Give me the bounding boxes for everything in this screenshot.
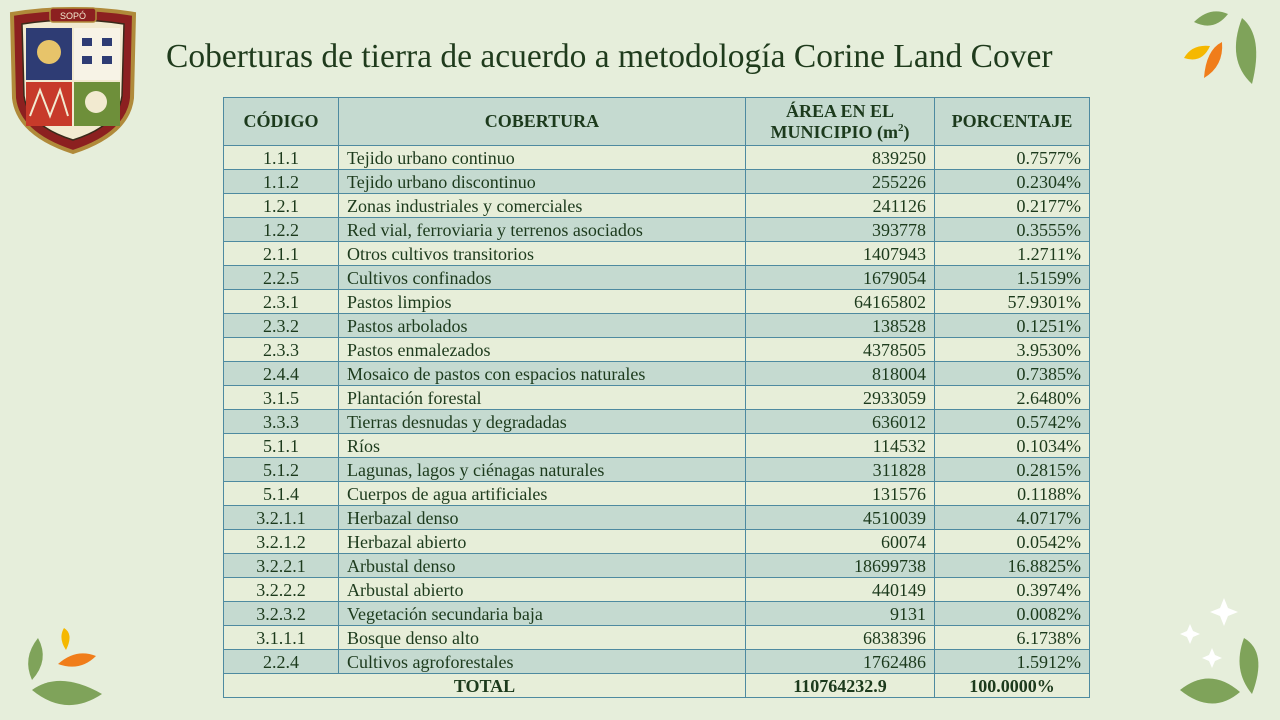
header-area-line2: MUNICIPIO (m (770, 121, 898, 142)
cell-codigo: 5.1.1 (224, 434, 339, 458)
cell-codigo: 3.1.5 (224, 386, 339, 410)
cell-codigo: 2.3.3 (224, 338, 339, 362)
cell-cobertura: Tierras desnudas y degradadas (339, 410, 746, 434)
cell-area: 4378505 (746, 338, 935, 362)
cell-cobertura: Pastos enmalezados (339, 338, 746, 362)
cell-porcentaje: 16.8825% (935, 554, 1090, 578)
table-row (224, 194, 1090, 218)
cell-area: 138528 (746, 314, 935, 338)
cell-cobertura: Cultivos confinados (339, 266, 746, 290)
cell-area: 1762486 (746, 650, 935, 674)
table-header-row (224, 98, 1090, 146)
cell-porcentaje: 0.5742% (935, 410, 1090, 434)
table-row (224, 554, 1090, 578)
cell-area: 60074 (746, 530, 935, 554)
cell-codigo: 5.1.2 (224, 458, 339, 482)
table-row (224, 170, 1090, 194)
cell-porcentaje: 0.1251% (935, 314, 1090, 338)
header-area-sup: 2 (898, 121, 904, 134)
cell-area: 64165802 (746, 290, 935, 314)
total-porcentaje: 100.0000% (935, 674, 1090, 698)
cell-area: 818004 (746, 362, 935, 386)
cell-area: 839250 (746, 146, 935, 170)
cell-area: 131576 (746, 482, 935, 506)
table-row (224, 650, 1090, 674)
table-row (224, 338, 1090, 362)
cell-codigo: 2.1.1 (224, 242, 339, 266)
page-title: Coberturas de tierra de acuerdo a metodología Corine Land Cover (166, 38, 1053, 75)
cell-porcentaje: 1.5159% (935, 266, 1090, 290)
cell-porcentaje: 0.3555% (935, 218, 1090, 242)
cell-codigo: 3.2.1.1 (224, 506, 339, 530)
table-row (224, 218, 1090, 242)
cell-codigo: 3.2.1.2 (224, 530, 339, 554)
cell-cobertura: Tejido urbano discontinuo (339, 170, 746, 194)
land-cover-table (223, 97, 1090, 698)
cell-area: 4510039 (746, 506, 935, 530)
cell-cobertura: Bosque denso alto (339, 626, 746, 650)
cell-cobertura: Red vial, ferroviaria y terrenos asociados (339, 218, 746, 242)
cell-codigo: 1.1.1 (224, 146, 339, 170)
cell-codigo: 3.3.3 (224, 410, 339, 434)
cell-codigo: 2.4.4 (224, 362, 339, 386)
header-codigo: CÓDIGO (224, 98, 339, 146)
cell-porcentaje: 0.2304% (935, 170, 1090, 194)
cell-porcentaje: 0.1034% (935, 434, 1090, 458)
header-porcentaje: PORCENTAJE (935, 98, 1090, 146)
table-row (224, 506, 1090, 530)
cell-area: 114532 (746, 434, 935, 458)
cell-codigo: 2.2.4 (224, 650, 339, 674)
cell-area: 393778 (746, 218, 935, 242)
cell-area: 1679054 (746, 266, 935, 290)
cell-codigo: 3.2.2.2 (224, 578, 339, 602)
cell-area: 311828 (746, 458, 935, 482)
cell-cobertura: Zonas industriales y comerciales (339, 194, 746, 218)
total-row (224, 674, 1090, 698)
cell-area: 241126 (746, 194, 935, 218)
cell-cobertura: Pastos arbolados (339, 314, 746, 338)
cell-cobertura: Lagunas, lagos y ciénagas naturales (339, 458, 746, 482)
cell-cobertura: Arbustal abierto (339, 578, 746, 602)
cell-codigo: 2.2.5 (224, 266, 339, 290)
cell-cobertura: Cuerpos de agua artificiales (339, 482, 746, 506)
cell-area: 18699738 (746, 554, 935, 578)
cell-area: 636012 (746, 410, 935, 434)
leaf-cluster-icon (20, 624, 110, 714)
cell-codigo: 2.3.2 (224, 314, 339, 338)
table-row (224, 434, 1090, 458)
cell-porcentaje: 0.7577% (935, 146, 1090, 170)
cell-cobertura: Plantación forestal (339, 386, 746, 410)
municipal-crest-logo (6, 6, 140, 156)
cell-porcentaje: 2.6480% (935, 386, 1090, 410)
cell-codigo: 3.1.1.1 (224, 626, 339, 650)
cell-porcentaje: 57.9301% (935, 290, 1090, 314)
table-row (224, 290, 1090, 314)
table-row (224, 242, 1090, 266)
cell-porcentaje: 0.2815% (935, 458, 1090, 482)
table-row (224, 482, 1090, 506)
sparkle-icon (1172, 594, 1272, 714)
table-row (224, 530, 1090, 554)
header-area (746, 98, 935, 146)
cell-codigo: 2.3.1 (224, 290, 339, 314)
cell-cobertura: Tejido urbano continuo (339, 146, 746, 170)
cell-porcentaje: 6.1738% (935, 626, 1090, 650)
cell-codigo: 3.2.3.2 (224, 602, 339, 626)
table-row (224, 626, 1090, 650)
cell-porcentaje: 4.0717% (935, 506, 1090, 530)
cell-cobertura: Mosaico de pastos con espacios naturales (339, 362, 746, 386)
table-row (224, 386, 1090, 410)
header-area-close: ) (903, 121, 910, 142)
cell-porcentaje: 0.1188% (935, 482, 1090, 506)
table-row (224, 602, 1090, 626)
cell-cobertura: Pastos limpios (339, 290, 746, 314)
cell-porcentaje: 0.7385% (935, 362, 1090, 386)
table-row (224, 266, 1090, 290)
cell-cobertura: Ríos (339, 434, 746, 458)
cell-area: 2933059 (746, 386, 935, 410)
cell-cobertura: Arbustal denso (339, 554, 746, 578)
table-row (224, 578, 1090, 602)
cell-codigo: 3.2.2.1 (224, 554, 339, 578)
table-row (224, 410, 1090, 434)
header-area-line1: ÁREA EN EL (785, 100, 895, 121)
cell-cobertura: Otros cultivos transitorios (339, 242, 746, 266)
crest-label: SOPÓ (59, 11, 87, 21)
cell-area: 9131 (746, 602, 935, 626)
total-area: 110764232.9 (746, 674, 935, 698)
cell-area: 1407943 (746, 242, 935, 266)
cell-porcentaje: 3.9530% (935, 338, 1090, 362)
cell-area: 6838396 (746, 626, 935, 650)
cell-area: 255226 (746, 170, 935, 194)
cell-codigo: 5.1.4 (224, 482, 339, 506)
total-label: TOTAL (224, 674, 746, 698)
cell-porcentaje: 1.5912% (935, 650, 1090, 674)
table-row (224, 458, 1090, 482)
cell-cobertura: Vegetación secundaria baja (339, 602, 746, 626)
cell-codigo: 1.2.1 (224, 194, 339, 218)
table-row (224, 314, 1090, 338)
cell-cobertura: Herbazal denso (339, 506, 746, 530)
cell-porcentaje: 0.0542% (935, 530, 1090, 554)
table-row (224, 146, 1090, 170)
cell-cobertura: Herbazal abierto (339, 530, 746, 554)
leaf-cluster-icon (1180, 6, 1270, 90)
cell-codigo: 1.1.2 (224, 170, 339, 194)
table-row (224, 362, 1090, 386)
header-cobertura: COBERTURA (339, 98, 746, 146)
cell-porcentaje: 0.3974% (935, 578, 1090, 602)
cell-porcentaje: 0.0082% (935, 602, 1090, 626)
cell-area: 440149 (746, 578, 935, 602)
cell-porcentaje: 0.2177% (935, 194, 1090, 218)
cell-porcentaje: 1.2711% (935, 242, 1090, 266)
cell-codigo: 1.2.2 (224, 218, 339, 242)
cell-cobertura: Cultivos agroforestales (339, 650, 746, 674)
